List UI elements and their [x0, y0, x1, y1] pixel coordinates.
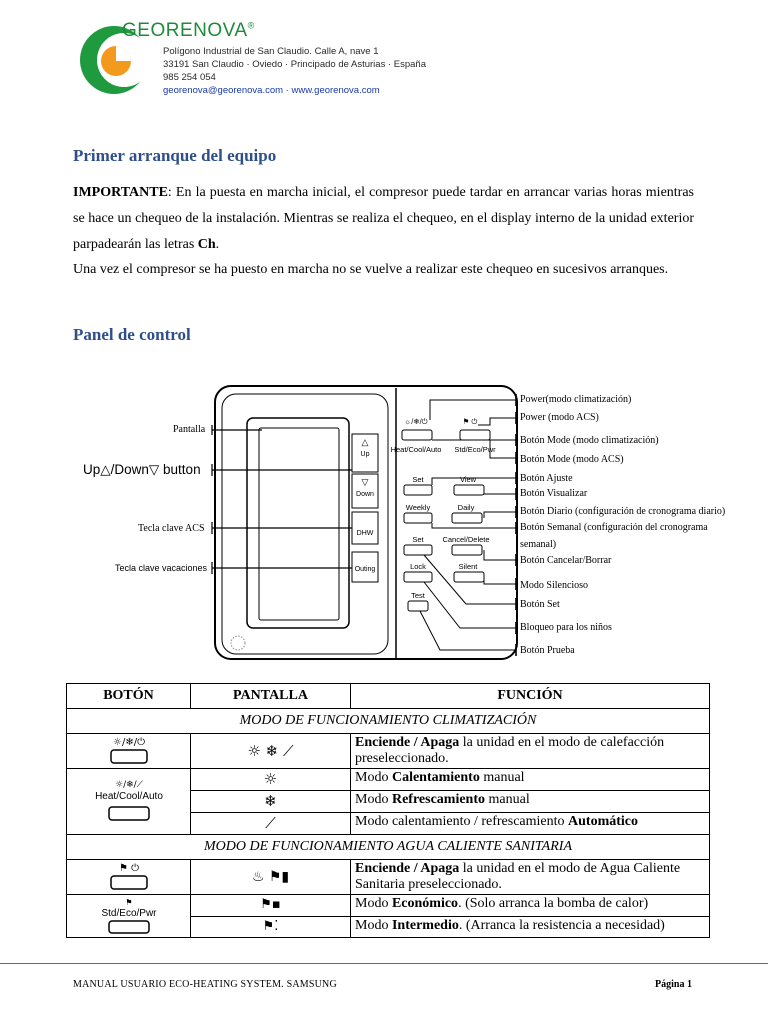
mid-icon: ⚑⁚ [262, 918, 279, 934]
display-eco [191, 895, 351, 917]
mode-heading-acs: MODO DE FUNCIONAMIENTO AGUA CALIENTE SANITARIA [67, 835, 710, 860]
svg-text:⚑ ⏻: ⚑ ⏻ [118, 863, 139, 874]
eco-icon: ⚑▪ [260, 897, 281, 913]
view-button-text: View [459, 475, 477, 484]
daily-button-text: Daily [457, 503, 475, 512]
lock-button-text: Lock [410, 562, 426, 571]
label-cancelar: Botón Cancelar/Borrar [520, 555, 612, 566]
stdeco-button-cell [67, 895, 191, 938]
label-visualizar: Botón Visualizar [520, 488, 588, 499]
label-mode-acs: Botón Mode (modo ACS) [520, 454, 624, 465]
power-clima-button-cell [67, 734, 191, 769]
table-row [67, 895, 710, 917]
address-line-1: Polígono Industrial de San Claudio. Calle A, nave 1 [163, 46, 379, 57]
ch-letters: Ch [197, 237, 216, 252]
function-heat: Modo Calentamiento manual [351, 769, 710, 791]
svg-text:Heat/Cool/Auto: Heat/Cool/Auto [94, 790, 163, 802]
svg-text:☼/❄/⟋: ☼/❄/⟋ [114, 779, 143, 790]
tap-icon: ♨ ⚑▮ [251, 868, 290, 885]
header-pantalla: PANTALLA [191, 684, 351, 709]
heatcool-button-text: Heat/Cool/Auto [390, 445, 442, 454]
svg-text:▽: ▽ [361, 477, 369, 487]
svg-text:△: △ [361, 437, 369, 447]
up-button-text: Up [360, 451, 370, 458]
function-cool: Modo Refrescamiento manual [351, 791, 710, 813]
svg-text:⚑ ⏻: ⚑ ⏻ [462, 417, 478, 426]
dhw-button-text: DHW [356, 530, 374, 537]
power-acs-button-cell [67, 860, 191, 895]
function-mid: Modo Intermedio. (Arranca la resistencia a necesidad) [351, 916, 710, 938]
display-clima-all [191, 734, 351, 769]
sun-icon: ☼ [263, 770, 278, 788]
set-top-button-text: Set [412, 475, 424, 484]
important-paragraph [73, 180, 694, 258]
label-prueba: Botón Prueba [520, 645, 575, 656]
function-table [66, 683, 710, 938]
phone: 985 254 054 [163, 72, 216, 83]
label-tecla-acs: Tecla clave ACS [138, 523, 205, 534]
stdeco-button-text: Std/Eco/Pwr [454, 445, 496, 454]
label-pantalla: Pantalla [173, 424, 206, 435]
mode-heading-clima: MODO DE FUNCIONAMIENTO CLIMATIZACIÓN [67, 709, 710, 734]
label-power-clima: Power(modo climatización) [520, 394, 632, 405]
footer-page-number: Página 1 [655, 979, 692, 990]
svg-text:⚑: ⚑ [124, 898, 133, 907]
label-silencioso: Modo Silencioso [520, 580, 589, 591]
display-acs-all [191, 860, 351, 895]
contact-web: georenova@georenova.com · www.georenova.com [163, 85, 380, 96]
table-header-row [67, 684, 710, 709]
display-heat [191, 769, 351, 791]
section-title-primer-arranque: Primer arranque del equipo [73, 146, 277, 165]
table-row [67, 734, 710, 769]
heat-cool-auto-icon: ☼ ❄ ⟋ [247, 741, 294, 760]
display-mid [191, 916, 351, 938]
label-ajuste: Botón Ajuste [520, 473, 573, 484]
section-title-panel-control: Panel de control [73, 325, 191, 344]
table-row [67, 769, 710, 791]
label-bloqueo: Bloqueo para los niños [520, 622, 612, 633]
outing-button-text: Outing [354, 566, 376, 573]
important-label: IMPORTANTE [73, 185, 168, 200]
important-text: : En la puesta en marcha inicial, el compresor puede tardar en arrancar varias horas mientras se hace un chequeo de la instalación. Mientras se realiza el chequeo, en el display interno de la unidad exterior parpadearán las letras [73, 185, 694, 252]
stdeco-button-icon [81, 896, 177, 936]
label-power-acs: Power (modo ACS) [520, 412, 599, 423]
power-acs-button-icon [99, 861, 159, 893]
period: . [215, 237, 220, 252]
address-line-2: 33191 San Claudio · Oviedo · Principado de Asturias · España [163, 59, 426, 70]
function-eco: Modo Económico. (Solo arranca la bomba de calor) [351, 895, 710, 917]
label-mode-clima: Botón Mode (modo climatización) [520, 435, 659, 446]
weekly-button-text: Weekly [405, 503, 431, 512]
svg-text:Std/Eco/Pwr: Std/Eco/Pwr [100, 908, 157, 919]
heatcool-button-icon [81, 777, 177, 827]
header-funcion: FUNCIÓN [351, 684, 710, 709]
silent-button-text: Silent [458, 562, 478, 571]
function-power-acs: Enciende / Apaga la unidad en el modo de Agua Caliente Sanitaria preseleccionado. [351, 860, 710, 895]
display-cool [191, 791, 351, 813]
label-updown-button: Up△/Down▽ button [83, 462, 201, 477]
test-button-text: Test [411, 591, 425, 600]
function-auto: Modo calentamiento / refrescamiento Automático [351, 813, 710, 835]
brand-name: GEORENOVA® [122, 20, 255, 41]
auto-graph-icon: ⟋ [265, 814, 276, 832]
label-semanal-cont: semanal) [520, 539, 557, 550]
control-panel-diagram [0, 370, 768, 670]
label-diario: Botón Diario (configuración de cronograma diario) [520, 506, 726, 517]
cancel-button-text: Cancel/Delete [442, 535, 490, 544]
footer-manual-title: MANUAL USUARIO ECO-HEATING SYSTEM. SAMSUNG [73, 979, 337, 990]
table-row [67, 860, 710, 895]
power-clima-button-icon [99, 735, 159, 767]
heatcool-button-cell [67, 769, 191, 835]
restart-paragraph: Una vez el compresor se ha puesto en marcha no se vuelve a realizar este chequeo en sucesivos arranques. [73, 262, 669, 277]
function-power-clima: Enciende / Apaga la unidad en el modo de calefacción preseleccionado. [351, 734, 710, 769]
down-button-text: Down [356, 491, 374, 498]
set-button-text: Set [412, 535, 424, 544]
header-boton: BOTÓN [67, 684, 191, 709]
label-semanal: Botón Semanal (configuración del cronograma [520, 522, 708, 533]
svg-text:☼/❄/⏻: ☼/❄/⏻ [112, 737, 145, 748]
svg-text:☼/❄/⏻: ☼/❄/⏻ [404, 417, 428, 426]
label-tecla-vacaciones: Tecla clave vacaciones [115, 563, 208, 573]
display-auto [191, 813, 351, 835]
label-set: Botón Set [520, 599, 560, 610]
snowflake-icon: ❄ [264, 792, 277, 810]
footer-rule [0, 963, 768, 964]
